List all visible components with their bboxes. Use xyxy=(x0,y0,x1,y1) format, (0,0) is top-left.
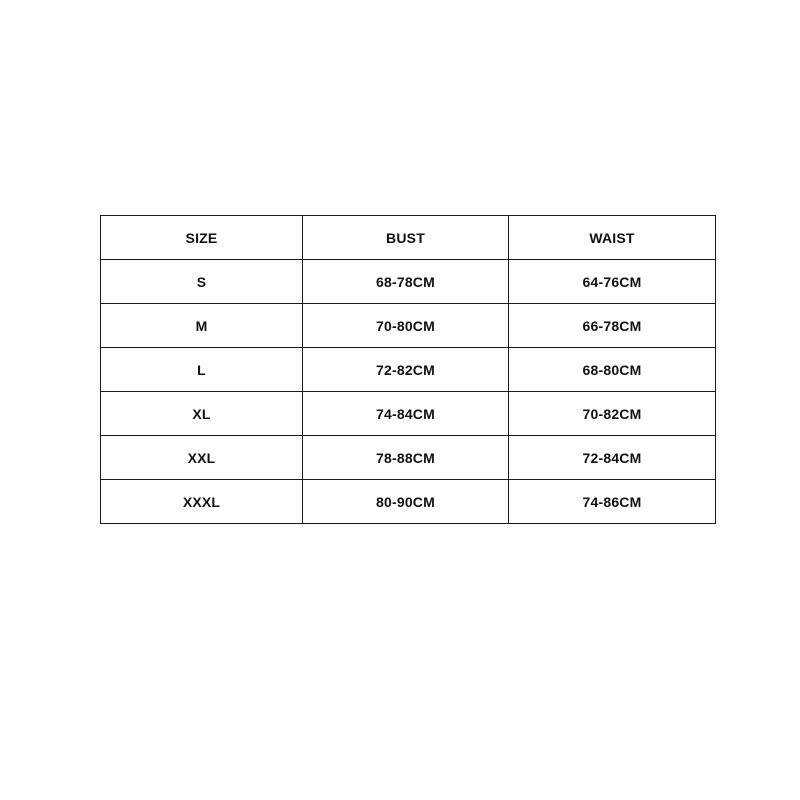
table-row xyxy=(101,436,716,480)
waist-cell: 74-86CM xyxy=(509,480,716,524)
size-cell: M xyxy=(101,304,303,348)
size-cell: XXXL xyxy=(101,480,303,524)
waist-cell: 66-78CM xyxy=(509,304,716,348)
table-row xyxy=(101,348,716,392)
header-size: SIZE xyxy=(101,216,303,260)
size-cell: L xyxy=(101,348,303,392)
waist-cell: 70-82CM xyxy=(509,392,716,436)
size-chart-table xyxy=(100,215,716,524)
size-cell: S xyxy=(101,260,303,304)
waist-cell: 64-76CM xyxy=(509,260,716,304)
bust-cell: 72-82CM xyxy=(303,348,509,392)
size-cell: XXL xyxy=(101,436,303,480)
table-row xyxy=(101,304,716,348)
waist-cell: 72-84CM xyxy=(509,436,716,480)
waist-cell: 68-80CM xyxy=(509,348,716,392)
size-cell: XL xyxy=(101,392,303,436)
header-bust: BUST xyxy=(303,216,509,260)
bust-cell: 78-88CM xyxy=(303,436,509,480)
table-row xyxy=(101,480,716,524)
bust-cell: 80-90CM xyxy=(303,480,509,524)
bust-cell: 74-84CM xyxy=(303,392,509,436)
table-row xyxy=(101,392,716,436)
bust-cell: 70-80CM xyxy=(303,304,509,348)
bust-cell: 68-78CM xyxy=(303,260,509,304)
header-waist: WAIST xyxy=(509,216,716,260)
header-row xyxy=(101,216,716,260)
table-row xyxy=(101,260,716,304)
